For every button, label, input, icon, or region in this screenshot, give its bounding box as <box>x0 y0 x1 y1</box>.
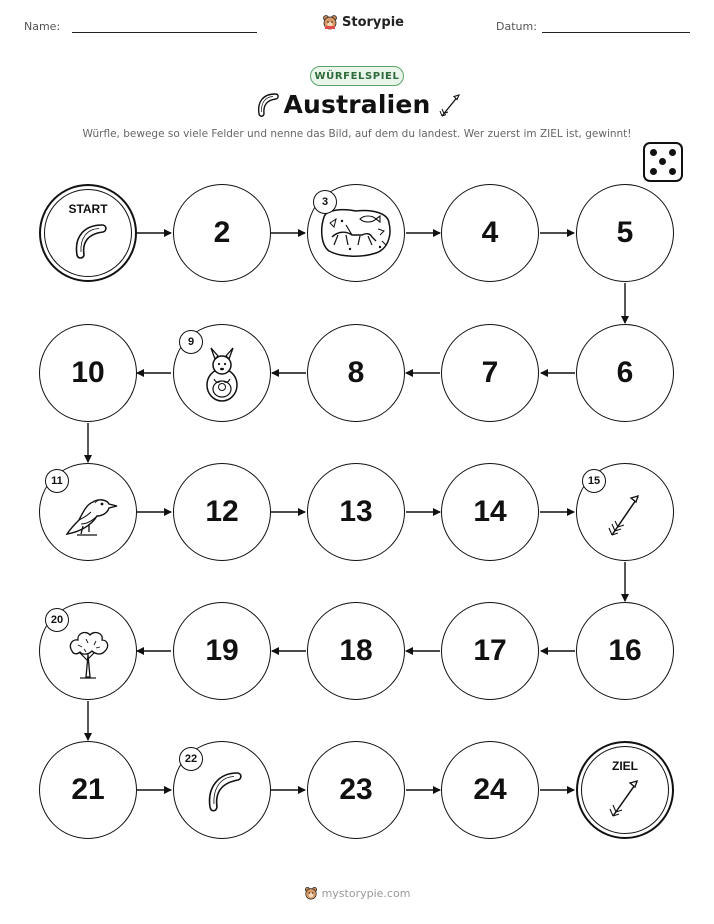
instructions: Würfle, bewege so viele Felder und nenne das Bild, auf dem du landest. Wer zuerst im ZIEL ist, gewinnt! <box>82 128 632 140</box>
start-label: START <box>68 202 108 216</box>
board-cell-4 <box>441 184 539 282</box>
board-cell-10 <box>39 324 137 422</box>
date-label: Datum: <box>496 20 537 33</box>
page-title: Australien <box>283 90 431 119</box>
finish-label: ZIEL <box>612 759 638 773</box>
cell-badge-3: 3 <box>313 190 337 214</box>
board-cell-19 <box>173 602 271 700</box>
cell-badge-9: 9 <box>179 330 203 354</box>
cell-number: 12 <box>205 495 239 528</box>
board-cell-finish <box>576 741 674 839</box>
board-cell-6 <box>576 324 674 422</box>
board-cell-2 <box>173 184 271 282</box>
board-cell-12 <box>173 463 271 561</box>
footer-link[interactable]: mystorypie.com <box>321 886 411 900</box>
board-cell-14 <box>441 463 539 561</box>
cell-badge-11: 11 <box>45 469 69 493</box>
kangaroo-icon <box>200 345 244 405</box>
board-cell-18 <box>307 602 405 700</box>
board-cell-17 <box>441 602 539 700</box>
cell-number: 19 <box>205 634 239 667</box>
cell-number: 17 <box>473 634 507 667</box>
name-label: Name: <box>24 20 61 33</box>
cell-number: 23 <box>339 773 373 806</box>
board-cell-5 <box>576 184 674 282</box>
cell-number: 24 <box>473 773 507 806</box>
cell-number: 13 <box>339 495 373 528</box>
cell-number: 6 <box>616 356 634 389</box>
board-cell-23 <box>307 741 405 839</box>
arrow-icon <box>605 776 645 822</box>
eucalyptus-tree-icon <box>64 625 112 681</box>
board-cell-16 <box>576 602 674 700</box>
cell-badge-22: 22 <box>179 747 203 771</box>
boomerang-icon <box>199 767 245 817</box>
cell-number: 21 <box>71 773 105 806</box>
board-cell-7 <box>441 324 539 422</box>
brand-name: Storypie <box>342 14 404 30</box>
cell-badge-20: 20 <box>45 608 69 632</box>
bear-mascot-icon <box>304 886 318 900</box>
cell-number: 7 <box>481 356 499 389</box>
cell-number: 8 <box>347 356 365 389</box>
game-type-badge: WÜRFELSPIEL <box>310 66 404 86</box>
board-cell-21 <box>39 741 137 839</box>
cell-number: 14 <box>473 495 507 528</box>
footer <box>0 886 714 900</box>
cell-number: 10 <box>71 356 105 389</box>
cell-number: 4 <box>481 216 499 249</box>
cell-number: 5 <box>616 216 634 249</box>
cell-number: 18 <box>339 634 373 667</box>
boomerang-icon <box>66 219 110 263</box>
board-cell-13 <box>307 463 405 561</box>
board-cell-start <box>39 184 137 282</box>
kookaburra-icon <box>57 490 119 540</box>
cell-number: 16 <box>608 634 642 667</box>
board-cell-8 <box>307 324 405 422</box>
cell-number: 2 <box>213 216 231 249</box>
cell-badge-15: 15 <box>582 469 606 493</box>
board-cell-24 <box>441 741 539 839</box>
arrow-icon <box>602 487 648 543</box>
